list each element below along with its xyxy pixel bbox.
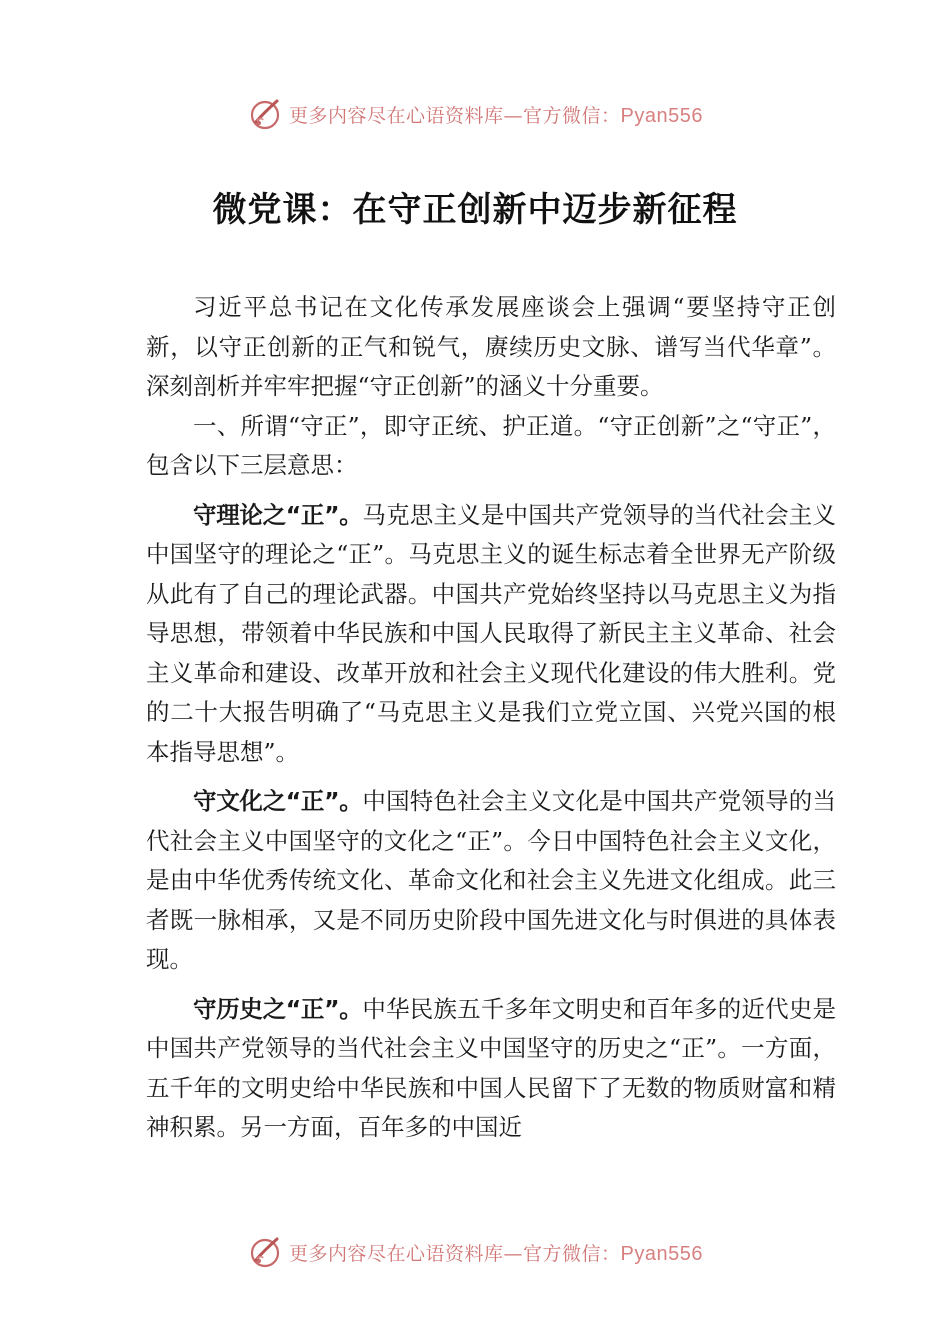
point-text-culture: 中国特色社会主义文化是中国共产党领导的当代社会主义中国坚守的文化之“正”。今日中国特色社会主义文化，是由中华优秀传统文化、革命文化和社会主义先进文化组成。此三者既一脉相承，又是不同历史阶段中国先进文化与时俱进的具体表现。: [146, 787, 837, 973]
footer-watermark-banner: [0, 1232, 950, 1272]
watermark-text: 更多内容尽在心语资料库—官方微信：Pyan556: [289, 104, 703, 127]
point-lead-history: 守历史之“正”。: [193, 994, 363, 1023]
brush-logo-icon: [247, 1234, 283, 1270]
point-lead-theory: 守理论之“正”。: [193, 500, 363, 529]
watermark-text: 更多内容尽在心语资料库—官方微信：Pyan556: [289, 1242, 703, 1265]
brush-logo-icon: [247, 96, 283, 132]
intro-paragraph: 习近平总书记在文化传承发展座谈会上强调“要坚持守正创新，以守正创新的正气和锐气，赓续历史文脉、谱写当代华章”。深刻剖析并牢牢把握“守正创新”的涵义十分重要。: [146, 293, 836, 400]
point-paragraph-theory: [146, 496, 836, 773]
page-title: 微党课：在守正创新中迈步新征程: [212, 190, 738, 230]
point-text-theory: 马克思主义是中国共产党领导的当代社会主义中国坚守的理论之“正”。马克思主义的诞生标志着全世界无产阶级从此有了自己的理论武器。中国共产党始终坚持以马克思主义为指导思想，带领着中华民族和中国人民取得了新民主主义革命、社会主义革命和建设、改革开放和社会主义现代化建设的伟大胜利。党的二十大报告明确了“马克思主义是我们立党立国、兴党兴国的根本指导思想”。: [146, 500, 837, 766]
document-body: [146, 288, 836, 1148]
point-paragraph-culture: [146, 782, 836, 980]
wechat-id: Pyan556: [620, 104, 703, 127]
point-lead-culture: 守文化之“正”。: [193, 787, 363, 815]
point-text-history: 中华民族五千多年文明史和百年多的近代史是中国共产党领导的当代社会主义中国坚守的历史之“正”。一方面，五千年的文明史给中华民族和中国人民留下了无数的物质财富和精神积累。另一方面，百年多的中国近: [146, 994, 837, 1141]
header-watermark-banner: [0, 94, 950, 134]
section-one-heading: 一、所谓“守正”，即守正统、护正道。“守正创新”之“守正”，包含以下三层意思：: [146, 411, 836, 479]
point-paragraph-history: [146, 990, 836, 1148]
wechat-id: Pyan556: [620, 1242, 703, 1265]
